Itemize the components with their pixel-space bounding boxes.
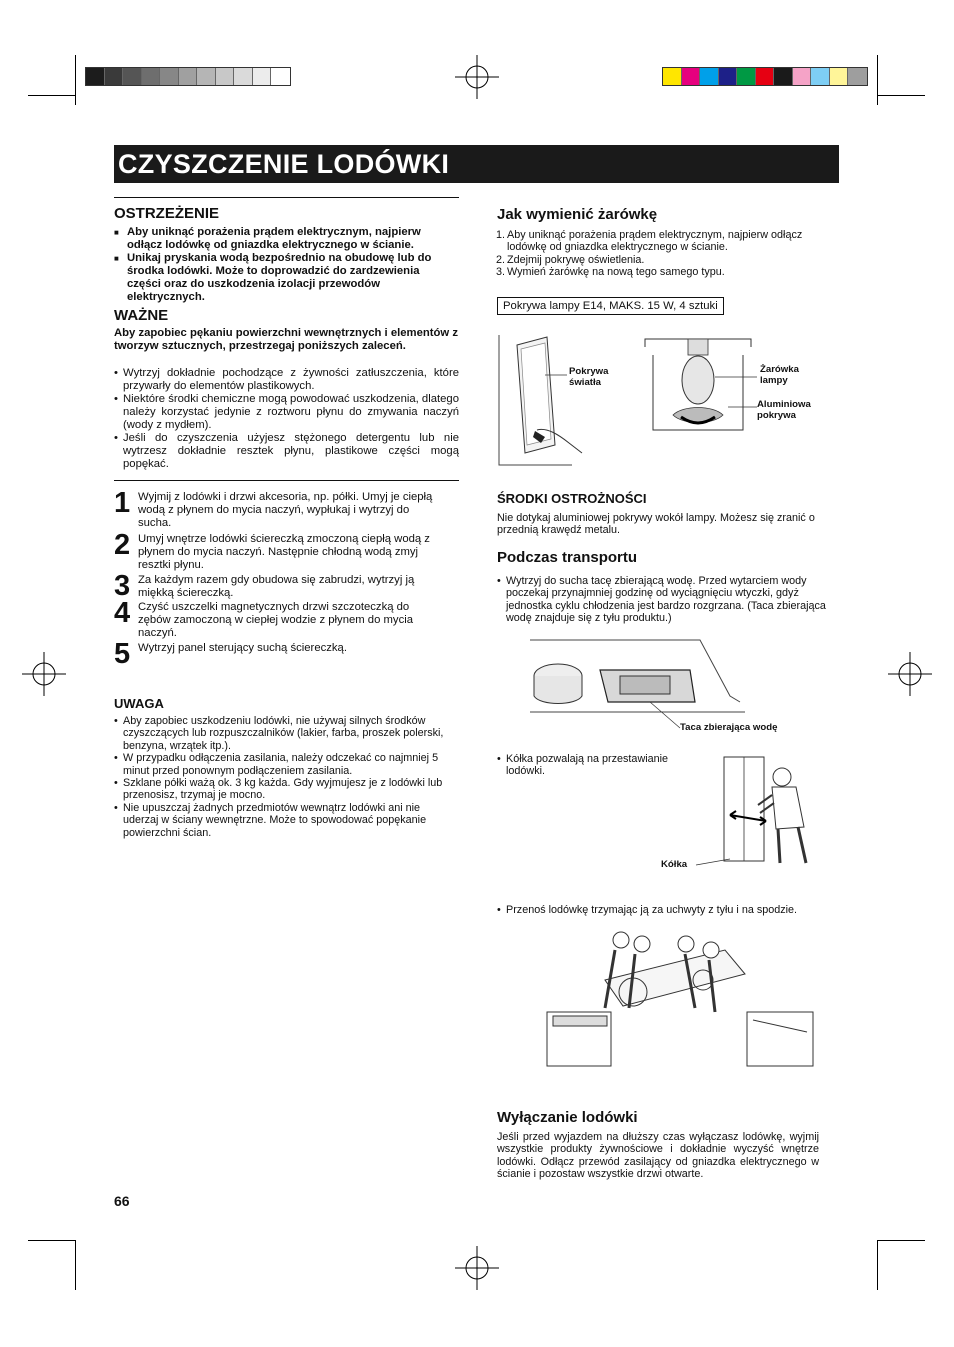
carrying-fridge-illustration	[545, 928, 815, 1068]
step-text: Wyjmij z lodówki i drzwi akcesoria, np. półki. Umyj je ciepłą wodą z płynem do mycia naczyń, wypłukaj i wytrzyj do sucha.	[138, 491, 433, 529]
important-heading: WAŻNE	[114, 307, 169, 324]
warning-heading: OSTRZEŻENIE	[114, 205, 220, 222]
step-number: 5	[114, 638, 131, 670]
step-1	[114, 487, 459, 530]
calibration-swatch	[682, 68, 701, 85]
page-title: CZYSZCZENIE LODÓWKI	[118, 149, 450, 179]
divider	[114, 197, 459, 198]
step-number: 2	[114, 529, 131, 561]
note-heading: UWAGA	[114, 696, 164, 711]
calibration-swatch	[271, 68, 290, 85]
caution-text: Nie dotykaj aluminiowej pokrywy wokół lampy. Możesz się zranić o przednią krawędź metalu.	[497, 512, 815, 537]
water-tray-illustration	[530, 636, 745, 716]
step-5	[114, 638, 459, 670]
list-item: • W przypadku odłączenia zasilania, należy odczekać co najmniej 5 minut przed ponownym podłączeniem zasilania.	[114, 752, 449, 777]
tray-label: Taca zbierająca wodę	[680, 722, 778, 733]
calibration-swatch	[253, 68, 272, 85]
divider	[114, 480, 459, 481]
calibration-swatch	[663, 68, 682, 85]
warning-list	[114, 226, 456, 304]
step-text: Za każdym razem gdy obudowa się zabrudzi, wytrzyj ją miękką ściereczką.	[138, 574, 415, 599]
list-item: • Wytrzyj do sucha tacę zbierającą wodę. Przed wytarciem wody poczekaj przynajmniej godzinę od wyciągnięciu wtyczki, gdyż jednostka cyklu chłodzenia jest bardzo rozgrzana. (Taca zbierająca wodę znajduje się z tyłu produktu.)	[497, 575, 837, 625]
page-number: 66	[114, 1193, 130, 1209]
calibration-swatch	[830, 68, 849, 85]
light-cover-label: Pokrywa światła	[569, 366, 609, 388]
calibration-swatch	[105, 68, 124, 85]
list-item: • Aby zapobiec uszkodzeniu lodówki, nie używaj silnych środków czyszczących lub rozpuszczalników (lakier, farba, proszek polerski, benzyna, wrzątek itp.).	[114, 715, 449, 752]
list-item: 2. Zdejmij pokrywę oświetlenia.	[496, 253, 645, 266]
grayscale-calibration-bar	[85, 67, 291, 86]
calibration-swatch	[197, 68, 216, 85]
title-band	[114, 145, 839, 183]
registration-mark-right	[888, 652, 932, 696]
registration-mark-left	[22, 652, 66, 696]
calibration-swatch	[793, 68, 812, 85]
transport-list-3	[497, 904, 842, 916]
calibration-swatch	[160, 68, 179, 85]
step-number: 3	[114, 570, 131, 602]
wheels-label: Kółka	[661, 859, 688, 870]
step-2	[114, 529, 459, 572]
color-calibration-bar	[662, 67, 868, 86]
list-item: ■ Aby uniknąć porażenia prądem elektrycznym, najpierw odłącz lodówkę od gniazdka elektrycznego w ścianie.	[114, 226, 456, 252]
calibration-swatch	[234, 68, 253, 85]
list-item: • Przenoś lodówkę trzymając ją za uchwyty z tyłu i na spodzie.	[497, 904, 842, 916]
calibration-swatch	[700, 68, 719, 85]
step-number: 1	[114, 487, 131, 519]
light-cover-illustration	[497, 335, 597, 470]
list-item: 1. Aby uniknąć porażenia prądem elektrycznym, najpierw odłącz lodówkę od gniazdka elektrycznego w ścianie.	[496, 229, 803, 254]
registration-mark-bottom	[455, 1246, 499, 1290]
registration-mark-top	[455, 55, 499, 99]
aluminium-cover-label: Aluminiowa pokrywa	[757, 399, 811, 421]
transport-heading: Podczas transportu	[497, 549, 638, 566]
switch-off-text: Jeśli przed wyjazdem na dłuższy czas wyłączasz lodówkę, wyjmij wszystkie produkty żywnościowe i dokładnie wyczyść wnętrze lodówki. Odłącz przewód zasilający od gniazdka elektrycznego w ścianie i pozostaw wszystkie drzwi otwarte.	[497, 1131, 819, 1181]
calibration-swatch	[719, 68, 738, 85]
bulb-heading: Jak wymienić żarówkę	[497, 206, 658, 223]
calibration-swatch	[216, 68, 235, 85]
important-list	[114, 367, 459, 471]
list-item: ■ Unikaj pryskania wodą bezpośrednio na obudowę lub do środka lodówki. Może to doprowadzić do zardzewienia części oraz do uszkodzenia izolacji przewodów elektrycznych.	[114, 252, 456, 304]
step-3	[114, 570, 459, 602]
step-text: Wytrzyj panel sterujący suchą ściereczką.	[138, 642, 347, 654]
list-item: • Jeśli do czyszczenia użyjesz stężonego detergentu lub nie wytrzesz dokładnie resztek płynu, plastikowe części mogą popękać.	[114, 432, 459, 471]
calibration-swatch	[142, 68, 161, 85]
lamp-spec-box: Pokrywa lampy E14, MAKS. 15 W, 4 sztuki	[497, 297, 724, 315]
list-item: 3. Wymień żarówkę na nową tego samego typu.	[496, 266, 725, 279]
list-item: • Kółka pozwalają na przestawianie lodówki.	[497, 753, 707, 778]
step-4	[114, 597, 459, 640]
calibration-swatch	[737, 68, 756, 85]
switch-off-heading: Wyłączanie lodówki	[497, 1109, 638, 1126]
list-item: • Wytrzyj dokładnie pochodzące z żywności zatłuszczenia, które przywarły do elementów plastikowych.	[114, 367, 459, 393]
step-text: Umyj wnętrze lodówki ściereczką zmoczoną ciepłą wodą z płynem do mycia naczyń. Następnie chłodną wodą zmyj resztki płynu.	[138, 533, 430, 571]
step-number: 4	[114, 597, 131, 629]
fridge-wheels-illustration	[700, 755, 825, 870]
calibration-swatch	[86, 68, 105, 85]
calibration-swatch	[123, 68, 142, 85]
caution-heading: ŚRODKI OSTROŻNOŚCI	[497, 491, 647, 506]
calibration-swatch	[756, 68, 775, 85]
important-intro: Aby zapobiec pękaniu powierzchni wewnętrznych i elementów z tworzyw sztucznych, przestrzegaj poniższych zaleceń.	[114, 327, 458, 352]
lamp-bulb-label: Żarówka lampy	[760, 364, 799, 386]
calibration-swatch	[774, 68, 793, 85]
calibration-swatch	[179, 68, 198, 85]
calibration-swatch	[811, 68, 830, 85]
list-item: • Nie upuszczaj żadnych przedmiotów wewnątrz lodówki ani nie uderzaj w ściany wewnętrzne. Może to spowodować popękanie powierzchni ścian.	[114, 802, 449, 839]
lamp-bulb-illustration	[643, 335, 753, 440]
step-text: Czyść uszczelki magnetycznych drzwi szczoteczką do zębów zamoczoną w ciepłej wodzie z płynem do mycia naczyń.	[138, 601, 414, 639]
list-item: • Szklane półki ważą ok. 3 kg każda. Gdy wyjmujesz je z lodówki lub przenosisz, trzymaj je mocno.	[114, 777, 449, 802]
list-item: • Niektóre środki chemiczne mogą powodować uszkodzenia, dlatego należy korzystać jedynie z roztworu płynu do zmywania naczyń (wody z mydłem).	[114, 393, 459, 432]
transport-list-1	[497, 575, 837, 625]
transport-list-2	[497, 753, 707, 778]
calibration-swatch	[848, 68, 867, 85]
bulb-steps	[496, 229, 841, 279]
note-list	[114, 715, 449, 839]
